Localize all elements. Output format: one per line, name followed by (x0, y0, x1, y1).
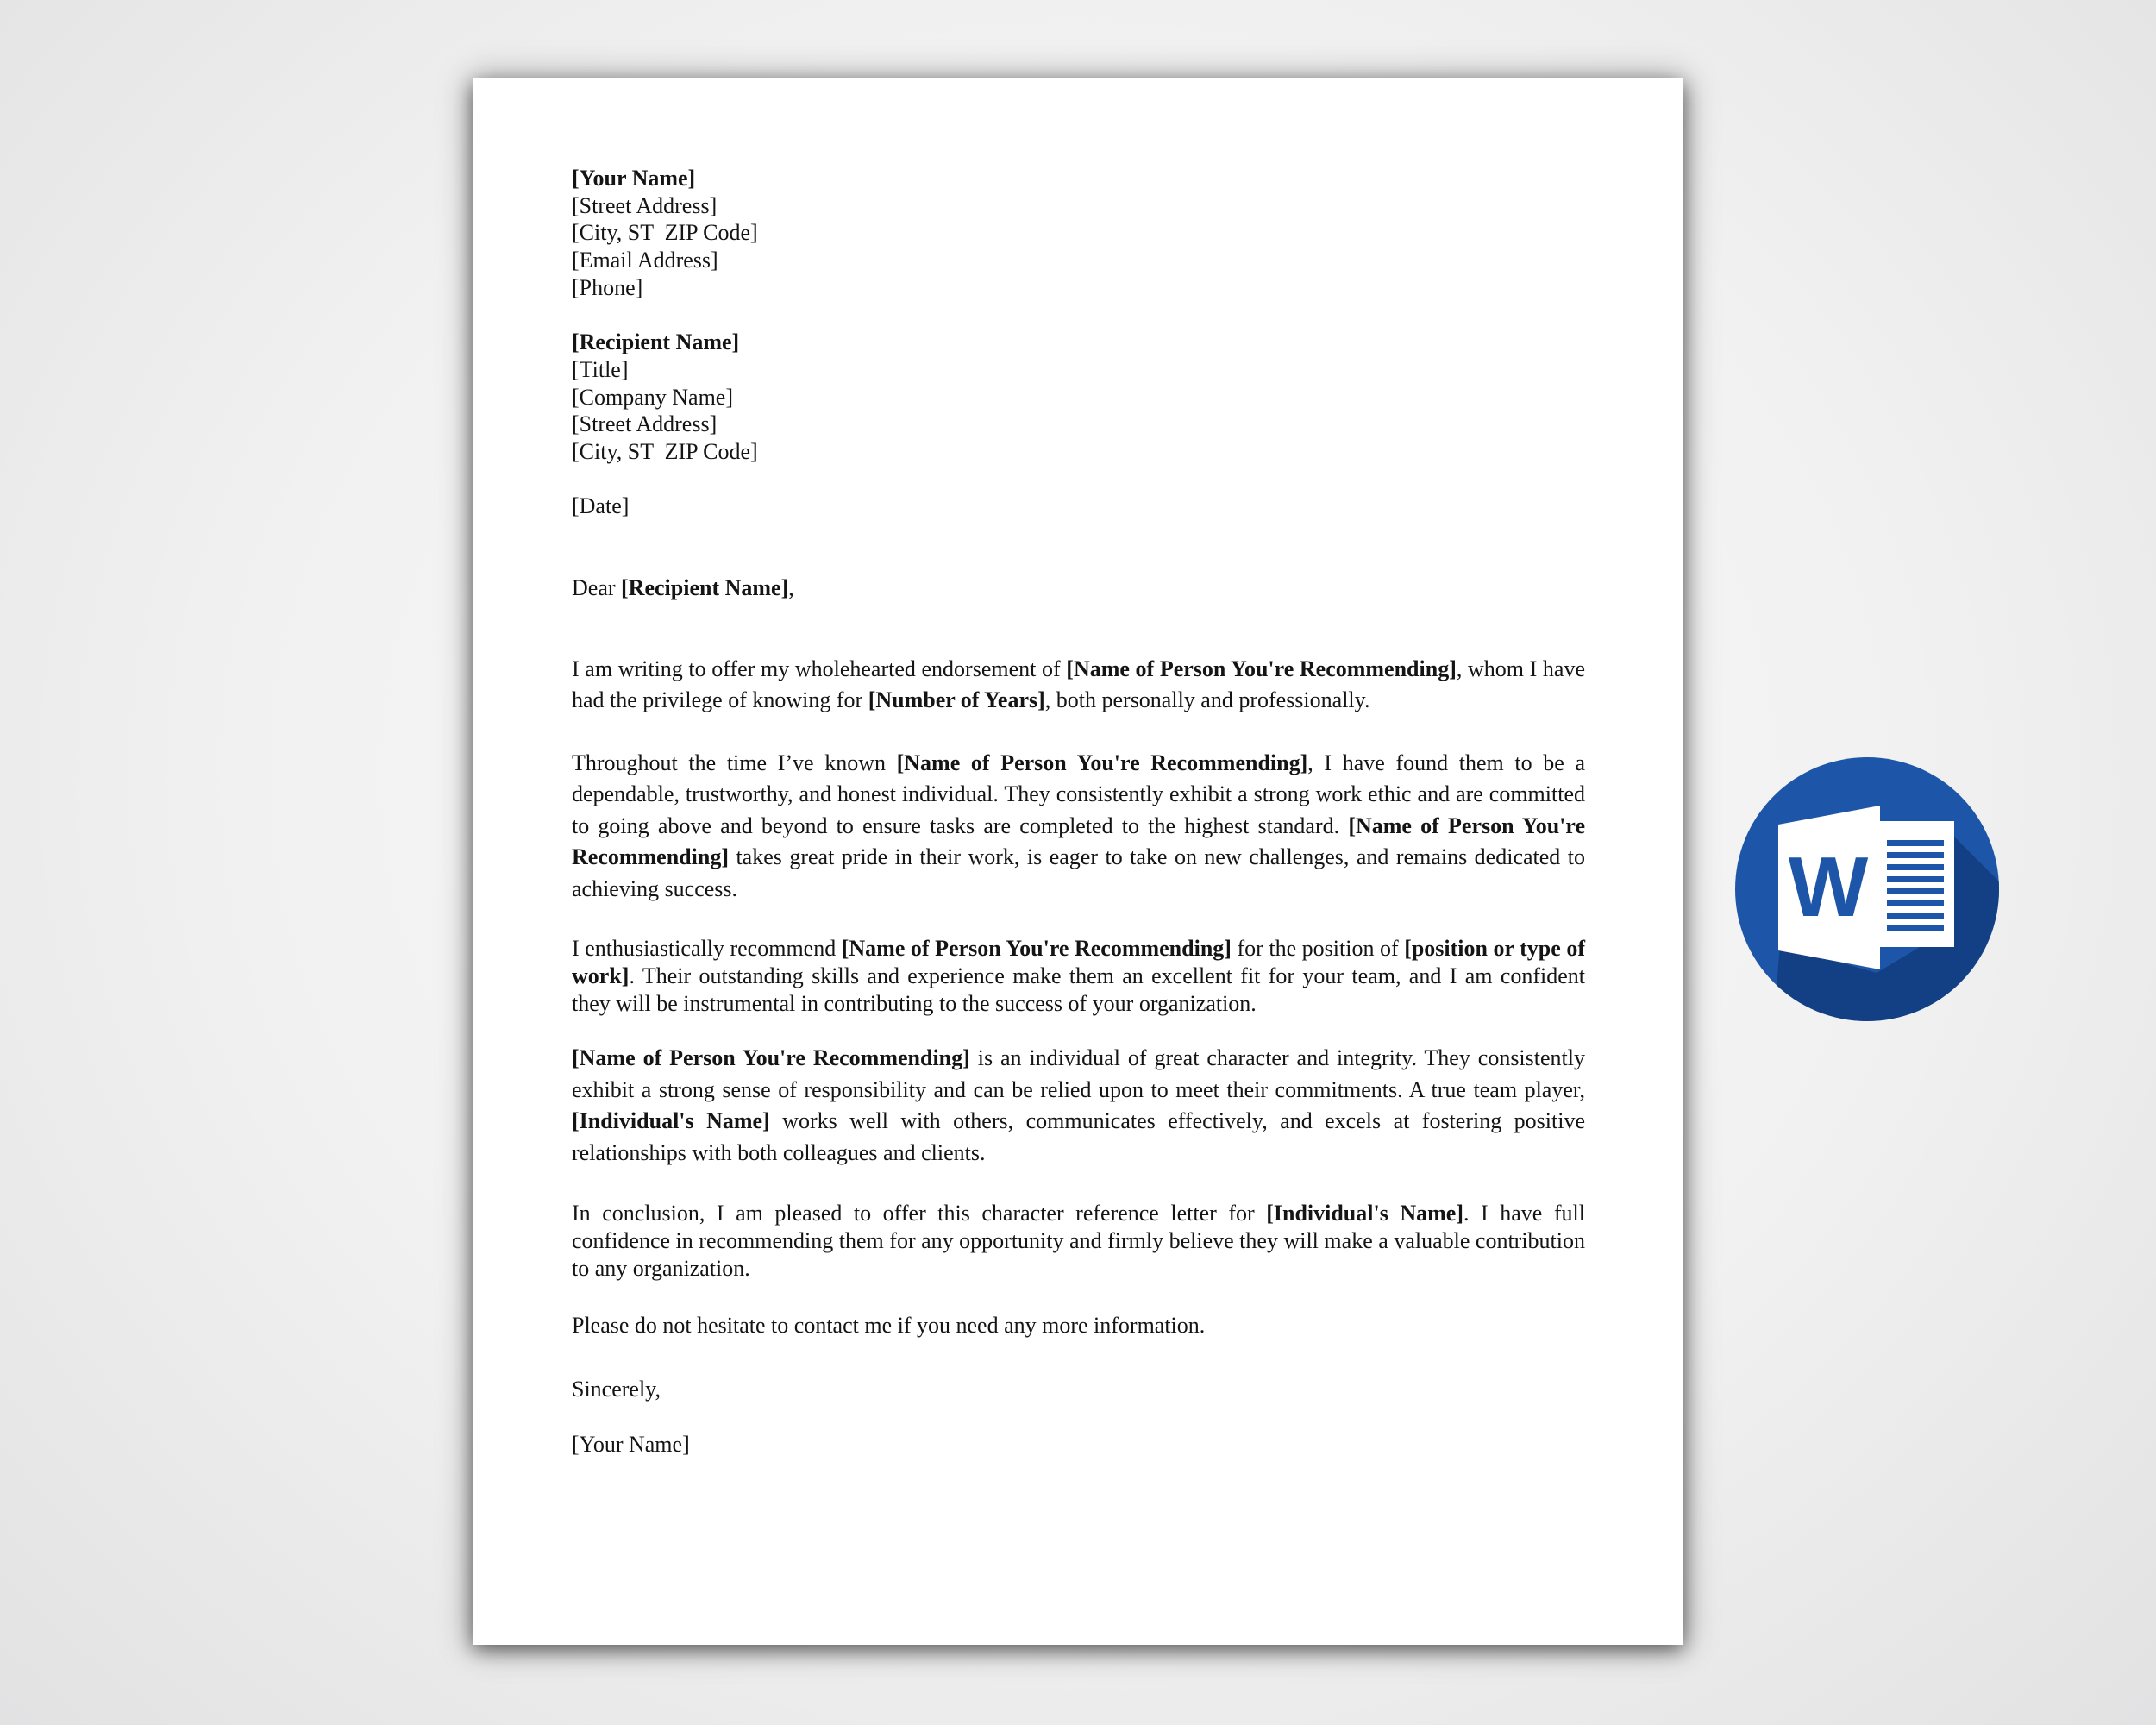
sender-street: [Street Address] (572, 192, 718, 218)
paragraph-6: Please do not hesitate to contact me if you need any more information. (572, 1312, 1206, 1338)
sender-address-block (572, 165, 1585, 302)
recipient-street: [Street Address] (572, 411, 718, 437)
sender-email: [Email Address] (572, 248, 718, 273)
paragraph-5: In conclusion, I am pleased to offer this character reference letter for [Individual's Name]. I have full confidence in recommending them for any opportunity and firmly believe they will make a valuable contribution to any organization. (572, 1201, 1585, 1281)
word-icon-letter: W (1788, 839, 1869, 934)
signature: [Your Name] (572, 1431, 690, 1457)
salutation-prefix: Dear (572, 575, 622, 601)
paragraph-2: Throughout the time I’ve known [Name of Person You're Recommending], I have found them to be a dependable, trustworthy, and honest individual. They consistently exhibit a strong work ethic and are committed to going above and beyond to ensure tasks are completed to the highest standard. [Name of Person You're Recommending] takes great pride in their work, is eager to take on new challenges, and remains dedicated to achieving success. (572, 750, 1586, 901)
paragraph-3: I enthusiastically recommend [Name of Person You're Recommending] for the position of [position or type of work]. Their outstanding skills and experience make them an excellent fit for your team, and I am confident they will be instrumental in contributing to the success of your organization. (572, 936, 1585, 1016)
salutation (572, 574, 1585, 602)
letter-date: [Date] (572, 493, 630, 519)
salutation-name: [Recipient Name] (621, 575, 789, 601)
sender-city: [City, ST ZIP Code] (572, 220, 758, 246)
letter-content (572, 165, 1585, 1458)
sender-name: [Your Name] (572, 166, 696, 191)
closing: Sincerely, (572, 1377, 661, 1402)
word-icon (1735, 757, 1999, 1021)
recipient-city: [City, ST ZIP Code] (572, 439, 758, 465)
recipient-address-block (572, 329, 1585, 466)
letter-page (473, 78, 1683, 1645)
salutation-suffix: , (788, 575, 794, 601)
recipient-title: [Title] (572, 356, 629, 382)
paragraph-4: [Name of Person You're Recommending] is an individual of great character and integrity. They consistently exhibit a strong sense of responsibility and can be relied upon to meet their commitments. A true team player, [Individual's Name] works well with others, communicates effectively, and excels at fostering positive relationships with both colleagues and clients. (572, 1045, 1585, 1165)
recipient-company: [Company Name] (572, 384, 734, 410)
recipient-name: [Recipient Name] (572, 329, 740, 355)
paragraph-1: I am writing to offer my wholehearted endorsement of [Name of Person You're Recommending], whom I have had the privilege of knowing for [Number of Years], both personally and professionally. (572, 656, 1585, 713)
sender-phone: [Phone] (572, 274, 643, 300)
